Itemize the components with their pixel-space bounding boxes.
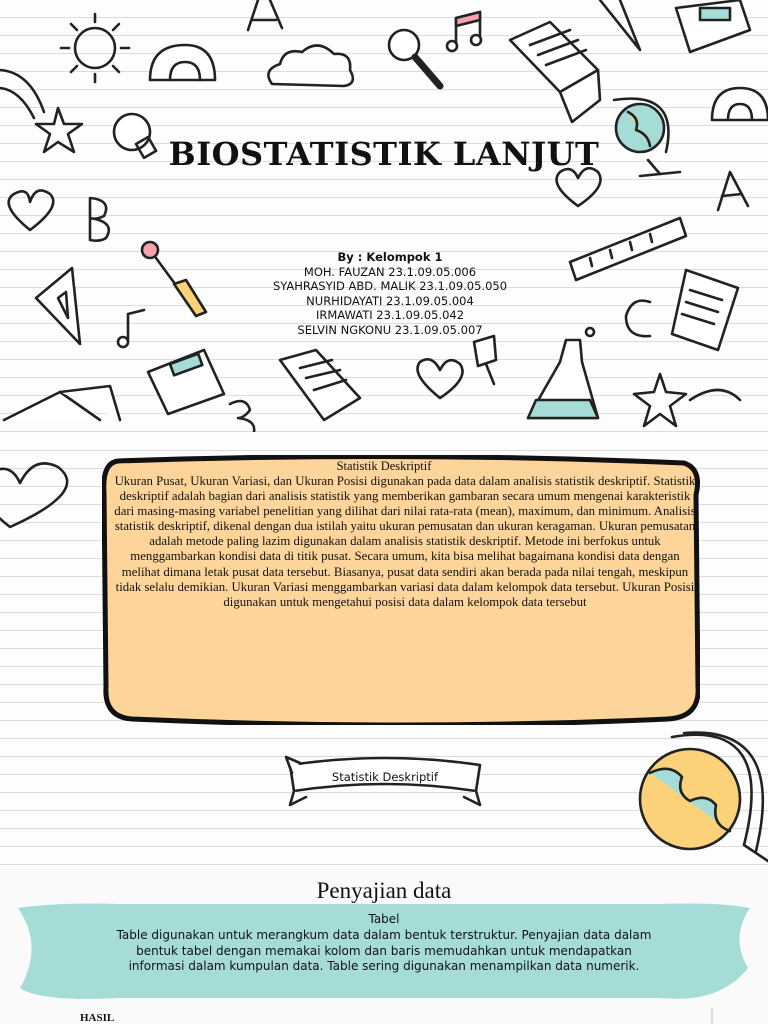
cover-page (0, 0, 768, 432)
book-icon (676, 0, 750, 52)
document-icon (280, 350, 360, 420)
group-label: By : Kelompok 1 (337, 250, 443, 264)
flask-icon (528, 328, 598, 418)
paintbrush-icon (142, 242, 206, 316)
author-item: MOH. FAUZAN 23.1.09.05.006 (303, 264, 477, 279)
heart-icon (557, 168, 601, 206)
author-item: SYAHRASYID ABD. MALIK 23.1.09.05.050 (272, 279, 508, 293)
sun-icon (61, 14, 129, 82)
protractor-icon (712, 88, 768, 120)
ruler-icon (570, 218, 686, 280)
magnifier-icon (389, 30, 440, 86)
globe-icon (640, 733, 768, 861)
triangle-ruler-icon (36, 268, 80, 344)
author-item: SELVIN NGKONU 23.1.09.05.007 (297, 322, 483, 337)
music-note-icon (447, 12, 481, 51)
author-list (240, 250, 540, 337)
section-subtitle: Tabel (368, 912, 400, 926)
letter-c-icon (626, 301, 650, 337)
letter-a-icon (248, 0, 282, 30)
open-book-icon (510, 22, 600, 122)
heart-icon (9, 190, 54, 230)
author-item: IRMAWATI 23.1.09.05.042 (315, 308, 465, 322)
music-note-icon (118, 310, 144, 347)
footer-label: HASIL (80, 1012, 115, 1024)
section-body-text: Table digunakan untuk merangkum data dalam bentuk terstruktur. Penyajian data dalam bentuk tabel dengan memakai kolom dan baris memudahkan untuk mendapatkan informasi dalam kumpulan data. Table sering digunakan menampilkan data numerik. (116, 928, 652, 973)
triangle-ruler-icon (600, 0, 640, 50)
banner-label: Statistik Deskriptif (331, 770, 439, 784)
letter-b-icon (90, 198, 109, 241)
book-icon (148, 350, 224, 414)
page-title: BIOSTATISTIK LANJUT (168, 135, 600, 173)
document-icon (672, 270, 738, 350)
protractor-icon (150, 45, 215, 80)
cloud-icon (268, 45, 352, 86)
number-three-icon (230, 401, 254, 432)
pushpin-icon (474, 336, 496, 384)
letter-a-icon (718, 172, 748, 210)
open-book-icon (4, 386, 120, 420)
star-icon (634, 374, 740, 426)
heart-icon (418, 359, 463, 398)
card-body-text: Ukuran Pusat, Ukuran Variasi, dan Ukuran Posisi digunakan pada data dalam analisis statistik deskriptif. Statistik deskriptif adalah bagian dari analisis statistik yang memberikan gambaran secara umum mengenai karakteristik dari masing-masing variabel penelitian yang dilihat dari nilai rata-rata (mean), maximum, dan minimum. Analisis statistik deskriptif, dikenal dengan dua istilah yaitu ukuran pemusatan dan ukuran keragaman. Ukuran pemusatan adalah metode paling lazim digunakan dalam analisis statistik deskriptif. Metode ini berfokus untuk menggambarkan kondisi data di titik pusat. Secara umum, kita bisa melihat bagaimana kondisi data dengan melihat dimana letak pusat data tersebut. Biasanya, pusat data sendiri akan berada pada nilai tengah, meskipun tidak selalu demikian. Ukuran Variasi menggambarkan variasi data dalam kelompok data tersebut. Ukuran Posisi digunakan untuk mengetahui posisi data dalam kelompok data tersebut (114, 474, 696, 609)
author-item: NURHIDAYATI 23.1.09.05.004 (306, 293, 474, 308)
card-title: Statistik Deskriptif (336, 459, 432, 473)
section-title: Penyajian data (316, 878, 452, 903)
cover-doodles (0, 0, 768, 432)
